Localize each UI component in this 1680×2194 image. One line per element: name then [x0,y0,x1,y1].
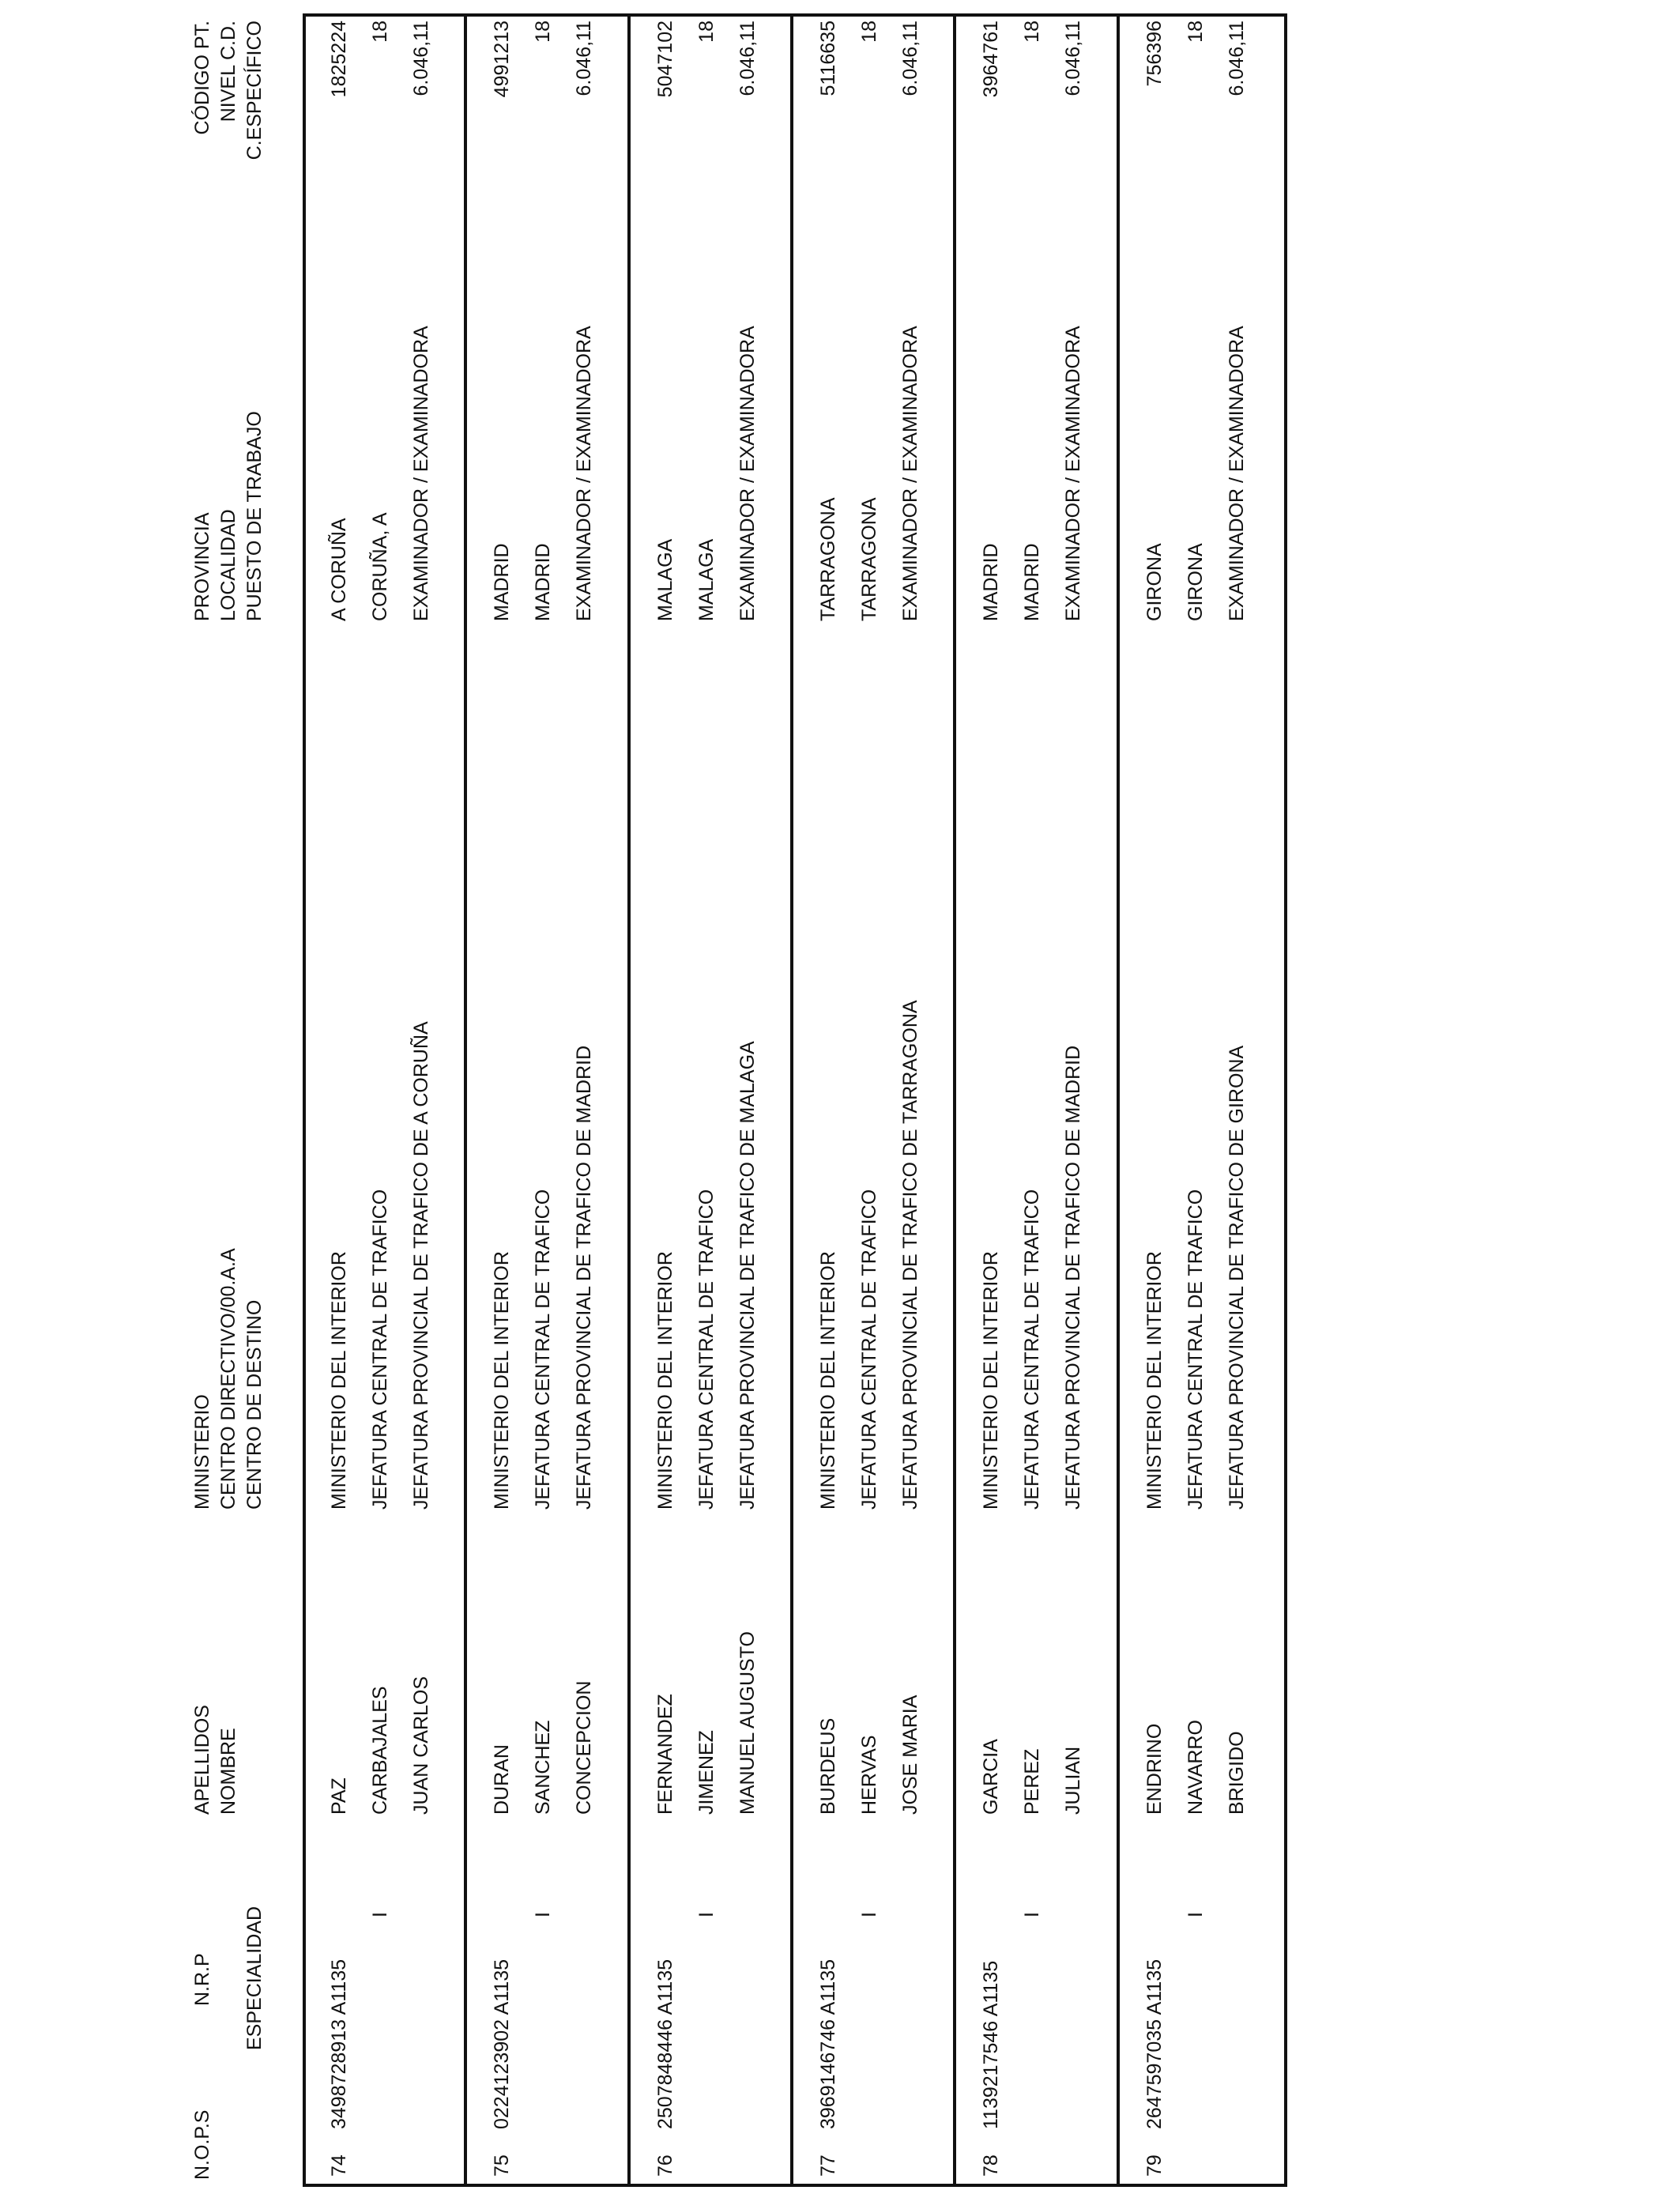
apellido1-cell: DURAN [491,1744,514,1815]
nombre-cell: CONCEPCION [573,1680,596,1815]
nops-cell: 79 [1143,2154,1166,2177]
puesto-cell: EXAMINADOR / EXAMINADORA [898,326,921,621]
puesto-cell: EXAMINADOR / EXAMINADORA [1225,326,1248,621]
nivel-cell: 18 [857,21,880,43]
provincia-cell: GIRONA [1143,543,1166,621]
provincia-cell: A CORUÑA [328,518,350,621]
apellido1-cell: PAZ [328,1777,350,1815]
centro-directivo-cell: JEFATURA CENTRAL DE TRAFICO [857,1189,880,1510]
centro-destino-cell: JEFATURA PROVINCIAL DE TRAFICO DE MALAGA [736,1041,759,1510]
apellido1-cell: FERNANDEZ [654,1694,676,1815]
provincia-cell: TARRAGONA [816,497,839,621]
nombre-cell: JULIAN [1062,1746,1085,1815]
nops-cell: 75 [491,2154,514,2177]
nrp-cell: 3498728913 A1135 [328,1958,350,2129]
header-ministerio-centros: MINISTERIO CENTRO DIRECTIVO/00.A.A CENTRO DE DESTINO [191,1248,266,1510]
nops-cell: 77 [816,2154,839,2177]
localidad-cell: GIRONA [1184,543,1207,621]
header-nrp: N.R.P [191,1953,213,2006]
nivel-cell: 18 [1184,21,1207,43]
apellido2-cell: HERVAS [857,1735,880,1815]
header-apellidos-nombre: APELLIDOS NOMBRE [191,1705,239,1815]
centro-destino-cell: JEFATURA PROVINCIAL DE TRAFICO DE MADRID [1062,1045,1085,1510]
header-provincia-localidad-puesto: PROVINCIA LOCALIDAD PUESTO DE TRABAJO [191,411,266,621]
header-nops: N.O.P.S [191,2109,213,2180]
centro-destino-cell: JEFATURA PROVINCIAL DE TRAFICO DE GIRONA [1225,1045,1248,1510]
nrp-cell: 2647597035 A1135 [1143,1958,1166,2129]
localidad-cell: CORUÑA, A [369,512,391,621]
header-especialidad: ESPECIALIDAD [243,1906,266,2050]
especialidad-cell: I [532,1912,555,1917]
apellido1-cell: GARCIA [980,1739,1003,1815]
nops-cell: 74 [328,2154,350,2177]
ministerio-cell: MINISTERIO DEL INTERIOR [654,1251,676,1510]
centro-destino-cell: JEFATURA PROVINCIAL DE TRAFICO DE MADRID [573,1045,596,1510]
apellido1-cell: ENDRINO [1143,1723,1166,1815]
apellido1-cell: BURDEUS [816,1717,839,1815]
centro-directivo-cell: JEFATURA CENTRAL DE TRAFICO [695,1189,718,1510]
table-row [1121,0,1284,2194]
apellido2-cell: JIMENEZ [695,1730,718,1815]
nrp-cell: 3969146746 A1135 [816,1958,839,2129]
provincia-cell: MALAGA [654,538,676,621]
table-row [469,0,631,2194]
puesto-cell: EXAMINADOR / EXAMINADORA [410,326,432,621]
ministerio-cell: MINISTERIO DEL INTERIOR [491,1251,514,1510]
puesto-cell: EXAMINADOR / EXAMINADORA [573,326,596,621]
codigo-cell: 3964761 [980,21,1003,98]
apellido2-cell: SANCHEZ [532,1720,555,1815]
codigo-cell: 4991213 [491,21,514,98]
ministerio-cell: MINISTERIO DEL INTERIOR [328,1251,350,1510]
table-row [795,0,958,2194]
nrp-cell: 0224123902 A1135 [491,1958,514,2129]
localidad-cell: MADRID [1021,543,1044,621]
nops-cell: 76 [654,2154,676,2177]
especialidad-cell: I [857,1912,880,1917]
especialidad-cell: I [1184,1912,1207,1917]
table-row [306,0,469,2194]
especifico-cell: 6.046,11 [898,21,921,96]
ministerio-cell: MINISTERIO DEL INTERIOR [816,1251,839,1510]
especialidad-cell: I [695,1912,718,1917]
nombre-cell: JOSE MARIA [898,1695,921,1815]
ministerio-cell: MINISTERIO DEL INTERIOR [1143,1251,1166,1510]
centro-directivo-cell: JEFATURA CENTRAL DE TRAFICO [1021,1189,1044,1510]
especifico-cell: 6.046,11 [573,21,596,96]
apellido2-cell: NAVARRO [1184,1720,1207,1815]
centro-destino-cell: JEFATURA PROVINCIAL DE TRAFICO DE TARRAGONA [898,1000,921,1510]
ministerio-cell: MINISTERIO DEL INTERIOR [980,1251,1003,1510]
codigo-cell: 1825224 [328,21,350,98]
puesto-cell: EXAMINADOR / EXAMINADORA [1062,326,1085,621]
puesto-cell: EXAMINADOR / EXAMINADORA [736,326,759,621]
table-row [632,0,795,2194]
nrp-cell: 2507848446 A1135 [654,1958,676,2129]
nombre-cell: BRIGIDO [1225,1731,1248,1815]
nombre-cell: MANUEL AUGUSTO [736,1631,759,1815]
especialidad-cell: I [369,1912,391,1917]
nops-cell: 78 [980,2154,1003,2177]
codigo-cell: 5047102 [654,21,676,98]
especialidad-cell: I [1021,1912,1044,1917]
centro-directivo-cell: JEFATURA CENTRAL DE TRAFICO [369,1189,391,1510]
codigo-cell: 5116635 [816,21,839,96]
provincia-cell: MADRID [980,543,1003,621]
nivel-cell: 18 [1021,21,1044,43]
header-codigo-nivel-especifico: CÓDIGO PT. NIVEL C.D. C.ESPECÍFICO [191,21,266,160]
apellido2-cell: CARBAJALES [369,1686,391,1815]
nivel-cell: 18 [532,21,555,43]
centro-destino-cell: JEFATURA PROVINCIAL DE TRAFICO DE A CORUÑA [410,1021,432,1510]
provincia-cell: MADRID [491,543,514,621]
table-row [958,0,1121,2194]
nombre-cell: JUAN CARLOS [410,1676,432,1815]
especifico-cell: 6.046,11 [1062,21,1085,96]
centro-directivo-cell: JEFATURA CENTRAL DE TRAFICO [532,1189,555,1510]
especifico-cell: 6.046,11 [736,21,759,96]
localidad-cell: MADRID [532,543,555,621]
codigo-cell: 756396 [1143,21,1166,87]
localidad-cell: TARRAGONA [857,497,880,621]
nrp-cell: 1139217546 A1135 [980,1960,1003,2129]
especifico-cell: 6.046,11 [410,21,432,96]
especifico-cell: 6.046,11 [1225,21,1248,96]
nivel-cell: 18 [695,21,718,43]
centro-directivo-cell: JEFATURA CENTRAL DE TRAFICO [1184,1189,1207,1510]
apellido2-cell: PEREZ [1021,1748,1044,1815]
nivel-cell: 18 [369,21,391,43]
localidad-cell: MALAGA [695,538,718,621]
